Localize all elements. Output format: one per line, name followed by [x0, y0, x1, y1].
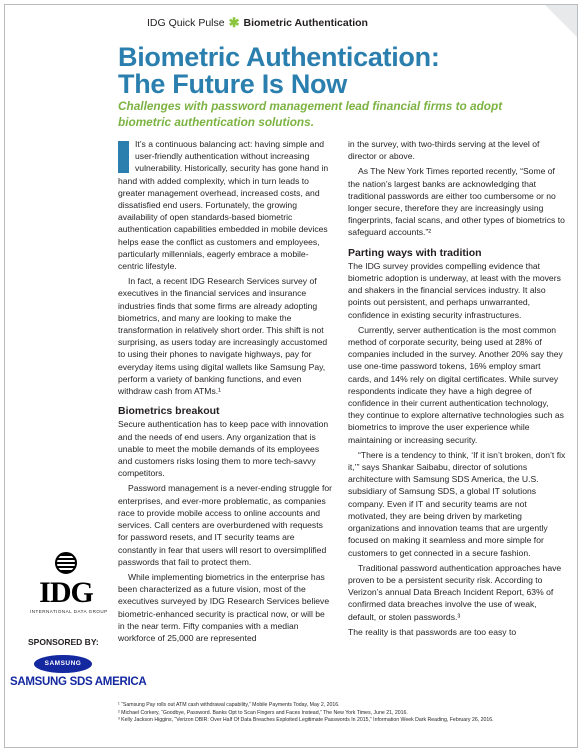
title-line-2: The Future Is Now [118, 69, 347, 99]
idg-logo-text: IDG [39, 576, 93, 609]
body-paragraph: Traditional password authentication approaches have proven to be a persistent security risk. According to Verizon’s annual Data Breach Incident Report, 63% of confirmed data breaches involve the use of weak, default, or stolen passwords.³ [348, 562, 562, 622]
footnote: ³ Kelly Jackson Higgins, “Verizon DBIR: Over Half Of Data Breaches Exploited Legitimate Passwords In 2015,” Information Week Dark Reading, February 26, 2016. [118, 717, 494, 724]
section-heading-biometrics-breakout: Biometrics breakout [118, 405, 220, 418]
body-paragraph: In fact, a recent IDG Research Services survey of executives in the financial services and insurance industries finds that some firms are already adopting biometrics, and many are looking to make the transformation in relatively short order. This shift is not surprising, as users today are increasingly accustomed to using their phones to navigate highways, pay for everyday items using digital wallets like Samsung Pay, perform a variety of banking functions, and even withdraw cash from ATMs.¹ [118, 276, 328, 397]
title-line-1: Biometric Authentication: [118, 42, 440, 72]
left-column [118, 138, 332, 647]
globe-icon [55, 552, 77, 574]
body-paragraph: in the survey, with two-thirds serving at the level of director or above. [348, 139, 540, 162]
samsung-logo: SAMSUNG [34, 655, 92, 673]
body-paragraph: Secure authentication has to keep pace with innovation and the needs of end users. Any organization that is unable to meet the mobile demands of its employees and customers risks losing them to more tech-savvy competitors. [118, 419, 329, 479]
header-brand: IDG Quick Pulse [147, 17, 225, 29]
idg-logo-subtitle: INTERNATIONAL DATA GROUP [30, 609, 108, 614]
sponsored-by-label: SPONSORED BY: [28, 637, 99, 647]
body-paragraph: It’s a continuous balancing act: having simple and user-friendly authentication without increasing vulnerability. Historically, security has gone hand in hand with added complexity, which in turn leads to greater management overhead, increased costs, and dissatisfied end users. Fortunately, the growing availability of open standards-based biometric authentication capabilities embedded in mobile devices helps ease the conflict as customers and employees, particularly millennials, eagerly embrace a mobile-centric lifestyle. [118, 139, 329, 272]
footnote: ² Michael Corkery, “Goodbye, Password. Banks Opt to Scan Fingers and Faces Instead,” The New York Times, June 21, 2016. [118, 709, 408, 716]
body-paragraph: As The New York Times reported recently, “Some of the nation’s largest banks are acknowledging that traditional passwords are either too cumbersome or no longer secure, therefore they are increasingly using fingerprints, facial scans, and other types of biometrics to safeguard accounts.”² [348, 166, 565, 238]
asterisk-icon: ✱ [228, 15, 240, 30]
body-paragraph: Currently, server authentication is the most common method of corporate security, being used at 28% of companies included in the survey. Another 20% say they use one-time password tokens, 16% employ smart cards, and 14% rely on digital certificates. While survey respondents indicate they have a high degree of confidence in their current authentication technology, they continue to explore alternative technologies such as biometrics to improve the user experience while maintaining or increasing security. [348, 324, 564, 445]
page-subtitle: Challenges with password management lead financial firms to adopt biometric authentication solutions. [118, 99, 503, 129]
section-heading-parting-ways: Parting ways with tradition [348, 246, 482, 259]
page-header [147, 14, 368, 30]
body-paragraph: The IDG survey provides compelling evidence that biometric adoption is underway, at least with the movers and shakers in the financial services industry. It also points out persistent, and perhaps unwarranted, confidence in existing security infrastructures. [348, 260, 561, 320]
idg-logo [30, 548, 108, 614]
drop-cap-bar [118, 141, 129, 173]
page-title [118, 44, 440, 98]
samsung-sds-america-logo: SAMSUNG SDS AMERICA [10, 676, 147, 688]
body-paragraph: While implementing biometrics in the enterprise has been characterized as a future vision, most of the executives surveyed by IDG Research Services believe biometric-enhanced security is practical now, or will be in the near term. Fifty companies with a median workforce of 25,000 are represented [118, 571, 330, 643]
page-corner-fold [545, 5, 577, 37]
right-column [348, 138, 566, 641]
header-topic: Biometric Authentication [243, 17, 368, 29]
body-paragraph: “There is a tendency to think, ‘If it isn’t broken, don’t fix it,’” says Shankar Saibabu, director of solutions architecture with Samsung SDS America, the U.S. subsidiary of Samsung SDS, a global IT solutions company. Even if IT and security teams are not motivated, they are being driven by marketing organizations and innovation teams that are urgently focused on making it seamless and more simple for customers to get connected in a secure fashion. [348, 449, 566, 558]
footnotes [118, 702, 573, 725]
body-paragraph: The reality is that passwords are too easy to [348, 626, 517, 637]
footnote: ¹ “Samsung Pay rolls out ATM cash withdrawal capability,” Mobile Payments Today, May 2, 2016. [118, 702, 340, 708]
body-paragraph: Password management is a never-ending struggle for enterprises, and ever-more problematic, as companies race to provide mobile access to online accounts and services. Call centers are overburdened with requests for password resets, and IT security teams are constantly in fear that users will resort to oversimplified passwords that fail to protect them. [118, 483, 332, 567]
